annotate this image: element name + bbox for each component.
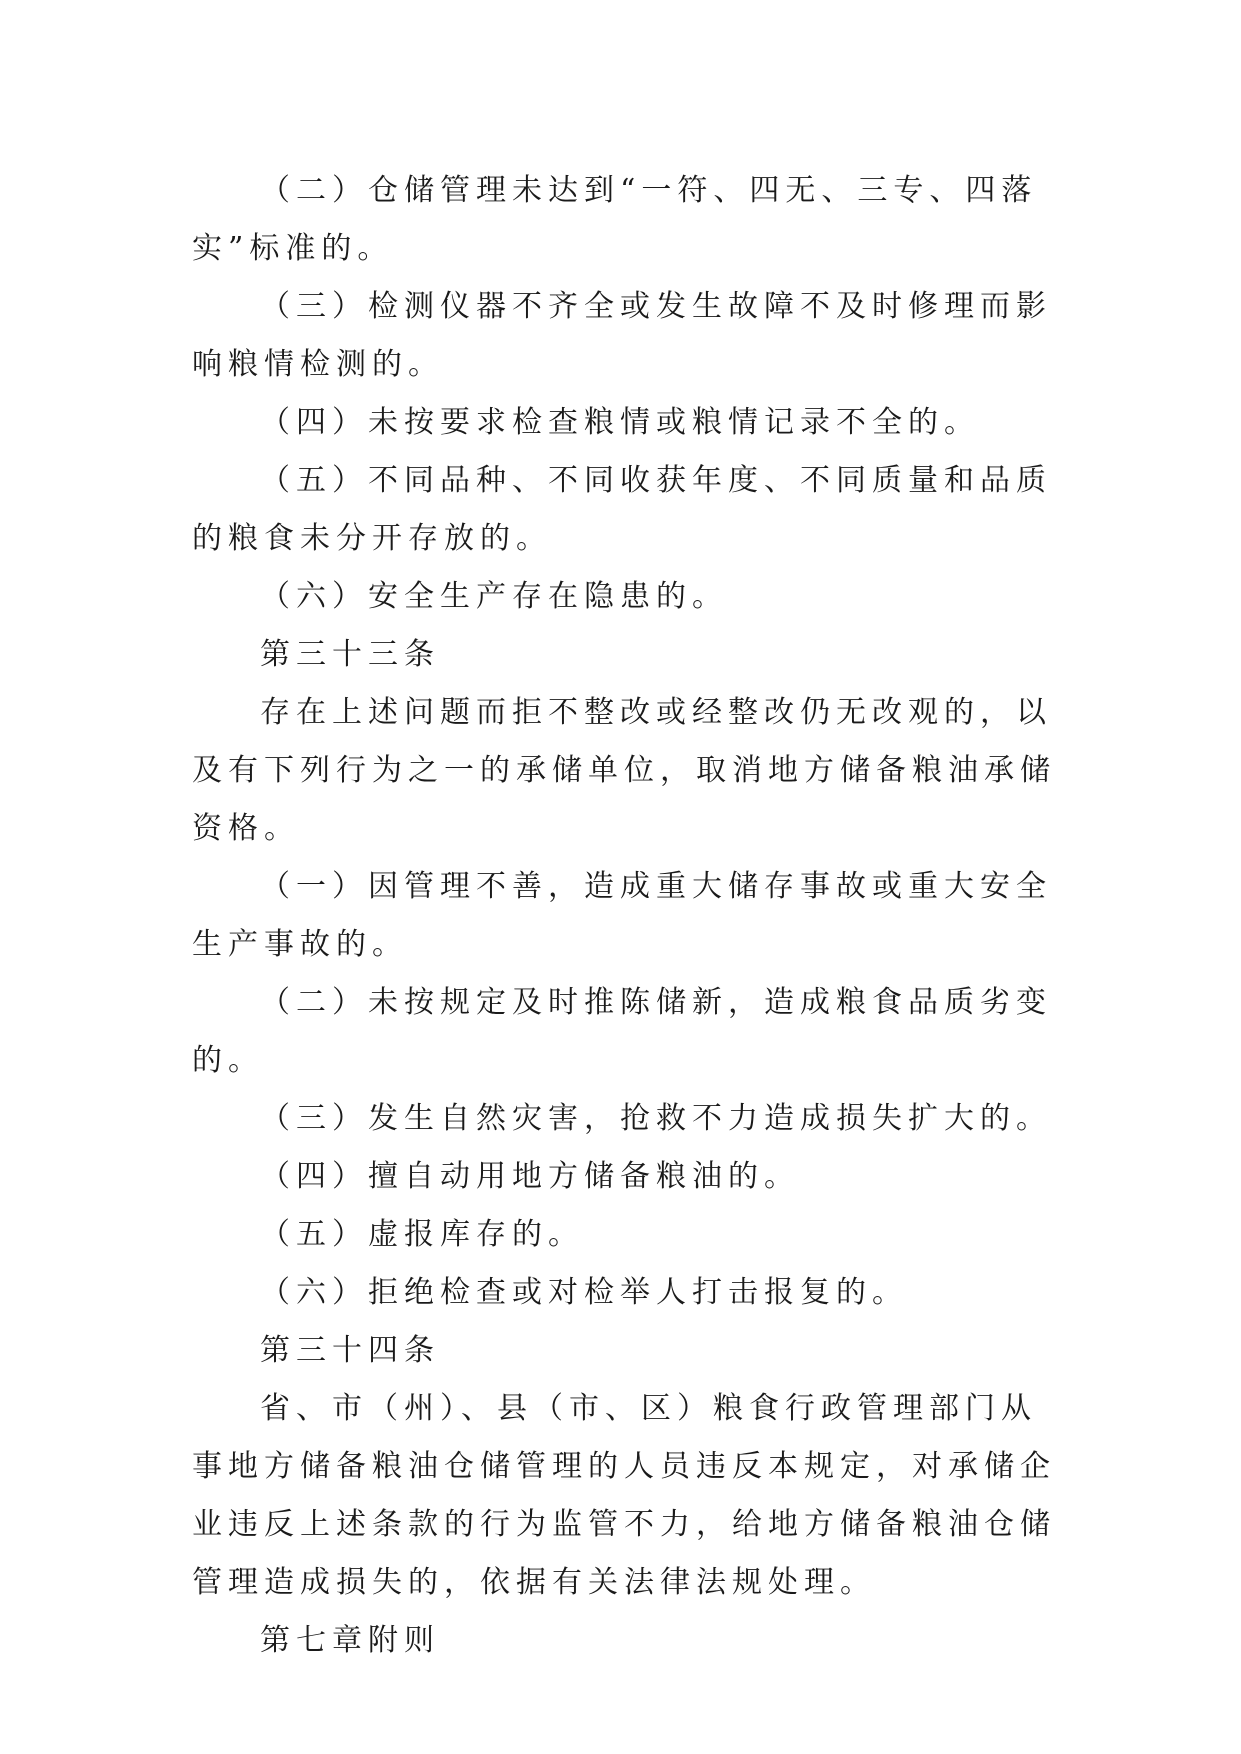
body-paragraph: 省、市（州）、县（市、区）粮食行政管理部门从事地方储备粮油仓储管理的人员违反本规定，对承储企业违反上述条款的行为监管不力，给地方储备粮油仓储管理造成损失的，依据有关法律法规处理。 (192, 1391, 1056, 1600)
list-item: （五）虚报库存的。 (260, 1217, 584, 1252)
list-item: （三）检测仪器不齐全或发生故障不及时修理而影响粮情检测的。 (192, 289, 1052, 382)
list-item: （四）未按要求检查粮情或粮情记录不全的。 (260, 405, 980, 440)
list-item: （一）因管理不善，造成重大储存事故或重大安全生产事故的。 (192, 869, 1052, 962)
article-heading: 第三十四条 (260, 1333, 440, 1368)
article-heading: 第三十三条 (260, 637, 440, 672)
list-item: （六）拒绝检查或对检举人打击报复的。 (260, 1275, 908, 1310)
list-item: （五）不同品种、不同收获年度、不同质量和品质的粮食未分开存放的。 (192, 463, 1052, 556)
body-paragraph: 存在上述问题而拒不整改或经整改仍无改观的，以及有下列行为之一的承储单位，取消地方储备粮油承储资格。 (192, 695, 1056, 846)
list-item: （四）擅自动用地方储备粮油的。 (260, 1159, 800, 1194)
list-item: （二）仓储管理未达到“一符、四无、三专、四落实”标准的。 (192, 173, 1038, 266)
chapter-heading: 第七章附则 (260, 1623, 440, 1658)
list-item: （二）未按规定及时推陈储新，造成粮食品质劣变的。 (192, 985, 1052, 1078)
list-item: （六）安全生产存在隐患的。 (260, 579, 728, 614)
list-item: （三）发生自然灾害，抢救不力造成损失扩大的。 (260, 1101, 1052, 1136)
document-body (192, 162, 1072, 1670)
